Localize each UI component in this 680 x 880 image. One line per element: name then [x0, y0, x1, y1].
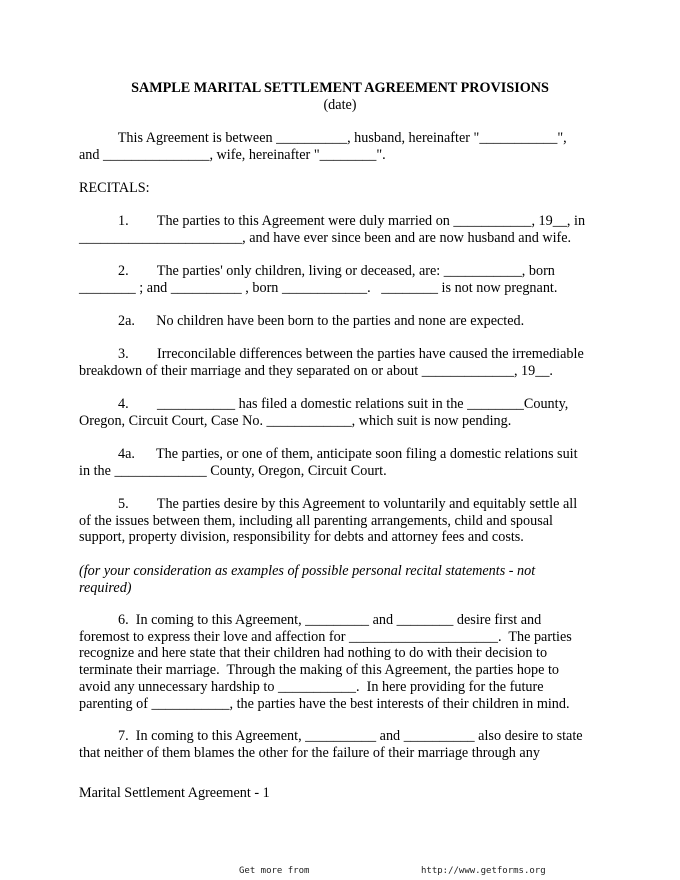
recital-note: (for your consideration as examples of possible personal recital statements - not required)	[79, 563, 536, 596]
recital-7: 7. In coming to this Agreement, __________ and __________ also desire to state that neither of them blames the other for the failure of their marriage through any	[79, 728, 583, 761]
source-link[interactable]: http://www.getforms.org	[421, 866, 546, 876]
recitals-heading: RECITALS:	[79, 180, 150, 196]
recital-1: 1. The parties to this Agreement were duly married on ___________, 19__, in _______________________, and have ever since been and are now husband and wife.	[79, 213, 586, 246]
page-footer-title: Marital Settlement Agreement - 1	[79, 785, 270, 801]
recital-3: 3. Irreconcilable differences between the parties have caused the irremediable breakdown of their marriage and they separated on or about _____________, 19__.	[79, 346, 584, 379]
recital-2a: 2a. No children have been born to the parties and none are expected.	[79, 313, 525, 329]
recital-6: 6. In coming to this Agreement, _________ and ________ desire first and foremost to express their love and affection for _____________________. The parties recognize and here state that their children had nothing to do with their decision to terminate their marriage. Through the making of this Agreement, the parties hope to avoid any unnecessary hardship to ___________. In here providing for the future parenting of ___________, the parties have the best interests of their children in mind.	[79, 612, 572, 712]
recital-4: 4. ___________ has filed a domestic relations suit in the ________County, Oregon, Circuit Court, Case No. ____________, which suit is now pending.	[79, 396, 569, 429]
recital-2: 2. The parties' only children, living or deceased, are: ___________, born ________ ; and __________ , born ____________. ________ is not now pregnant.	[79, 263, 558, 296]
recital-4a: 4a. The parties, or one of them, anticipate soon filing a domestic relations suit in the _____________ County, Oregon, Circuit Court.	[79, 446, 578, 479]
recital-5: 5. The parties desire by this Agreement to voluntarily and equitably settle all of the issues between them, including all parenting arrangements, child and spousal support, property division, responsibility for debts and attorney fees and costs.	[79, 496, 578, 546]
get-more-label: Get more from	[239, 866, 310, 876]
intro-paragraph: This Agreement is between __________, husband, hereinafter "___________", and _______________, wife, hereinafter "________".	[79, 130, 567, 163]
document-date: (date)	[323, 97, 357, 113]
document-title: SAMPLE MARITAL SETTLEMENT AGREEMENT PROVISIONS	[131, 80, 549, 96]
